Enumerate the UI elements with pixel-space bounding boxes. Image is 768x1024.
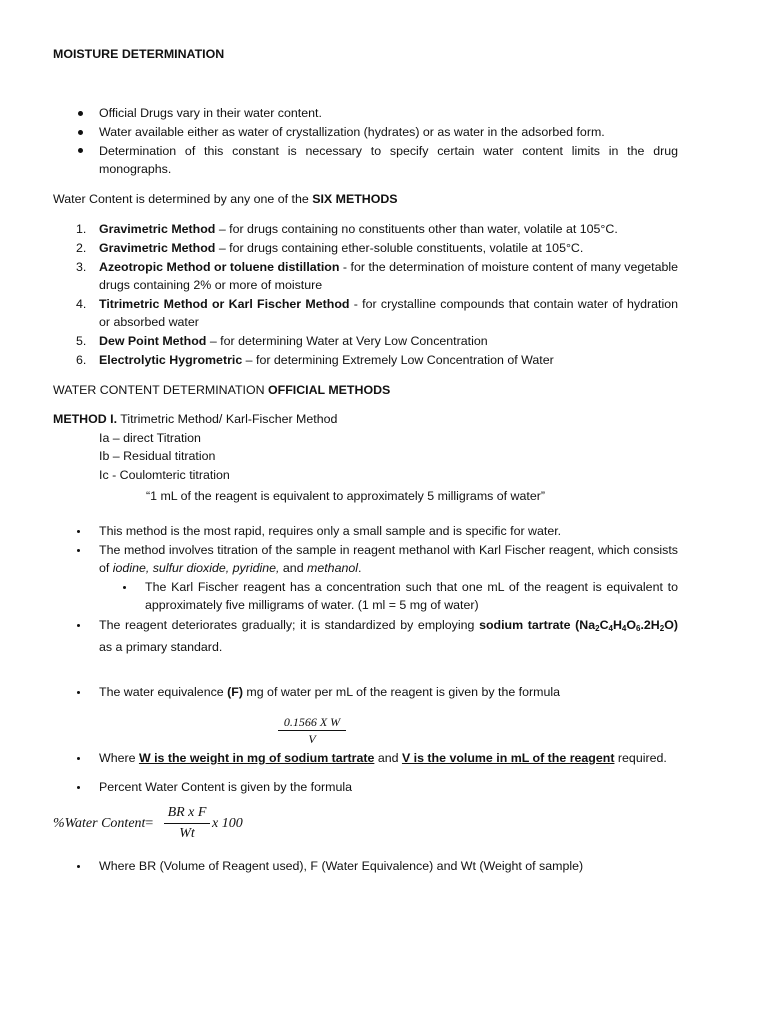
formula-part: O <box>626 618 637 632</box>
bullet-dot <box>77 757 80 760</box>
subtype-ic: Ic - Coulomteric titration <box>99 468 230 482</box>
method-one-title: Titrimetric Method/ Karl-Fischer Method <box>117 412 338 426</box>
formula-subscript: 6 <box>636 624 641 633</box>
six-methods-intro-text: Water Content is determined by any one of the <box>53 192 313 206</box>
method-item-1 <box>99 220 678 238</box>
bullet-dot <box>77 549 80 552</box>
kf-reagent-components: iodine, sulfur dioxide, pyridine, <box>112 561 280 575</box>
method-desc: – for drugs containing no constituents other than water, volatile at 105°C. <box>215 222 618 236</box>
percent-formula-numerator: BR x F <box>167 805 207 820</box>
where-w-v-line <box>99 749 678 767</box>
formula-part: .2H <box>640 618 660 632</box>
method-one-label: METHOD I. <box>53 412 118 426</box>
method-name: Titrimetric Method or Karl Fischer Method <box>99 297 350 311</box>
percent-formula-multiplier: x 100 <box>212 816 243 831</box>
method-item-4 <box>99 295 678 331</box>
formula-subscript: 2 <box>659 624 665 633</box>
water-equiv-pre: The water equivalence <box>99 685 228 699</box>
method-number: 2. <box>76 241 87 255</box>
bullet-dot <box>78 130 83 135</box>
bullet-dot <box>78 111 83 116</box>
bullet-dot <box>77 865 80 868</box>
method-item-3 <box>99 258 678 294</box>
method-name: Gravimetric Method <box>99 241 216 255</box>
six-methods-bold: SIX METHODS <box>312 192 398 206</box>
where-pre: Where <box>99 751 139 765</box>
official-heading-plain: WATER CONTENT DETERMINATION <box>53 383 268 397</box>
kf-bullet-4-end: as a primary standard. <box>99 640 223 654</box>
bullet-dot <box>77 691 80 694</box>
bullet-dot <box>77 624 80 627</box>
where-post: required. <box>614 751 667 765</box>
method-desc: - for crystalline compounds that contain water of hydration or absorbed water <box>99 297 678 329</box>
subtype-ib: Ib – Residual titration <box>99 449 216 463</box>
bullet-dot <box>123 586 126 589</box>
method-one-heading <box>53 410 678 428</box>
subtype-ia: Ia – direct Titration <box>99 431 201 445</box>
percent-formula-label: %Water Content <box>53 816 146 831</box>
kf-bullet-4-text: The reagent deteriorates gradually; it is standardized by employing <box>99 618 480 632</box>
method-desc: - for the determination of moisture content of many vegetable drugs containing 2% or more of moisture <box>99 260 678 292</box>
formula-subscript: 4 <box>608 624 613 633</box>
where-br-line: Where BR (Volume of Reagent used), F (Water Equivalence) and Wt (Weight of sample) <box>99 859 584 873</box>
formula-denominator: V <box>308 732 316 746</box>
kf-bullet-1: This method is the most rapid, requires only a small sample and is specific for water. <box>99 524 562 538</box>
percent-formula-denominator: Wt <box>179 826 195 841</box>
intro-bullet-2: Water available either as water of crystallization (hydrates) or as water in the adsorbed form. <box>99 125 605 139</box>
bullet-dot <box>77 530 80 533</box>
quote-line: “1 mL of the reagent is equivalent to approximately 5 milligrams of water” <box>146 489 545 503</box>
kf-and: and <box>279 561 308 575</box>
water-equivalence-line <box>99 683 678 701</box>
method-number: 5. <box>76 334 87 348</box>
kf-period: . <box>358 561 362 575</box>
sodium-tartrate: sodium tartrate <box>479 618 571 632</box>
kf-methanol: methanol <box>307 561 359 575</box>
method-desc: – for drugs containing ether-soluble constituents, volatile at 105°C. <box>215 241 584 255</box>
method-name: Electrolytic Hygrometric <box>99 353 243 367</box>
w-definition: W is the weight in mg of sodium tartrate <box>138 751 375 765</box>
bullet-dot <box>78 148 83 153</box>
six-methods-intro <box>53 190 678 208</box>
formula-subscript: 2 <box>595 624 600 633</box>
method-number: 1. <box>76 222 87 236</box>
formula-part: O) <box>664 618 678 632</box>
method-name: Azeotropic Method or toluene distillation <box>99 260 340 274</box>
percent-formula-lhs <box>53 815 153 833</box>
water-equiv-post: mg of water per mL of the reagent is given by the formula <box>242 685 560 699</box>
kf-bullet-2-text: The method involves titration of the sample in reagent methanol with Karl Fischer reagent, which consists of <box>99 543 678 575</box>
equals-sign: = <box>145 816 154 831</box>
method-name: Dew Point Method <box>99 334 207 348</box>
method-item-2 <box>99 239 678 257</box>
method-desc: – for determining Extremely Low Concentration of Water <box>242 353 554 367</box>
method-number: 4. <box>76 297 87 311</box>
where-and: and <box>374 751 402 765</box>
fraction-bar <box>164 823 210 824</box>
page-title: MOISTURE DETERMINATION <box>53 47 225 61</box>
official-heading-bold: OFFICIAL METHODS <box>268 383 391 397</box>
formula-numerator: 0.1566 X W <box>283 715 341 729</box>
formula-subscript: 4 <box>621 624 627 633</box>
method-name: Gravimetric Method <box>99 222 216 236</box>
method-item-5 <box>99 332 678 350</box>
water-equiv-f: (F) <box>227 685 243 699</box>
method-number: 3. <box>76 260 87 274</box>
intro-bullet-1: Official Drugs vary in their water content. <box>99 106 322 120</box>
intro-bullet-3: Determination of this constant is necessary to specify certain water content limits in the drug monographs. <box>99 144 678 176</box>
formula-part: H <box>612 618 622 632</box>
official-methods-heading <box>53 381 678 399</box>
percent-water-line: Percent Water Content is given by the formula <box>99 780 352 794</box>
kf-bullet-3: The Karl Fischer reagent has a concentration such that one mL of the reagent is equivalent to approximately five milligrams of water. (1 ml = 5 mg of water) <box>145 580 678 612</box>
bullet-dot <box>77 786 80 789</box>
sodium-tartrate-formula <box>570 618 678 632</box>
kf-bullet-2 <box>99 541 678 577</box>
v-definition: V is the volume in mL of the reagent <box>401 751 615 765</box>
method-number: 6. <box>76 353 87 367</box>
method-item-6 <box>99 351 678 369</box>
formula-part: C <box>599 618 609 632</box>
formula-part: (Na <box>570 618 596 632</box>
method-desc: – for determining Water at Very Low Concentration <box>206 334 488 348</box>
kf-bullet-4 <box>99 616 678 656</box>
